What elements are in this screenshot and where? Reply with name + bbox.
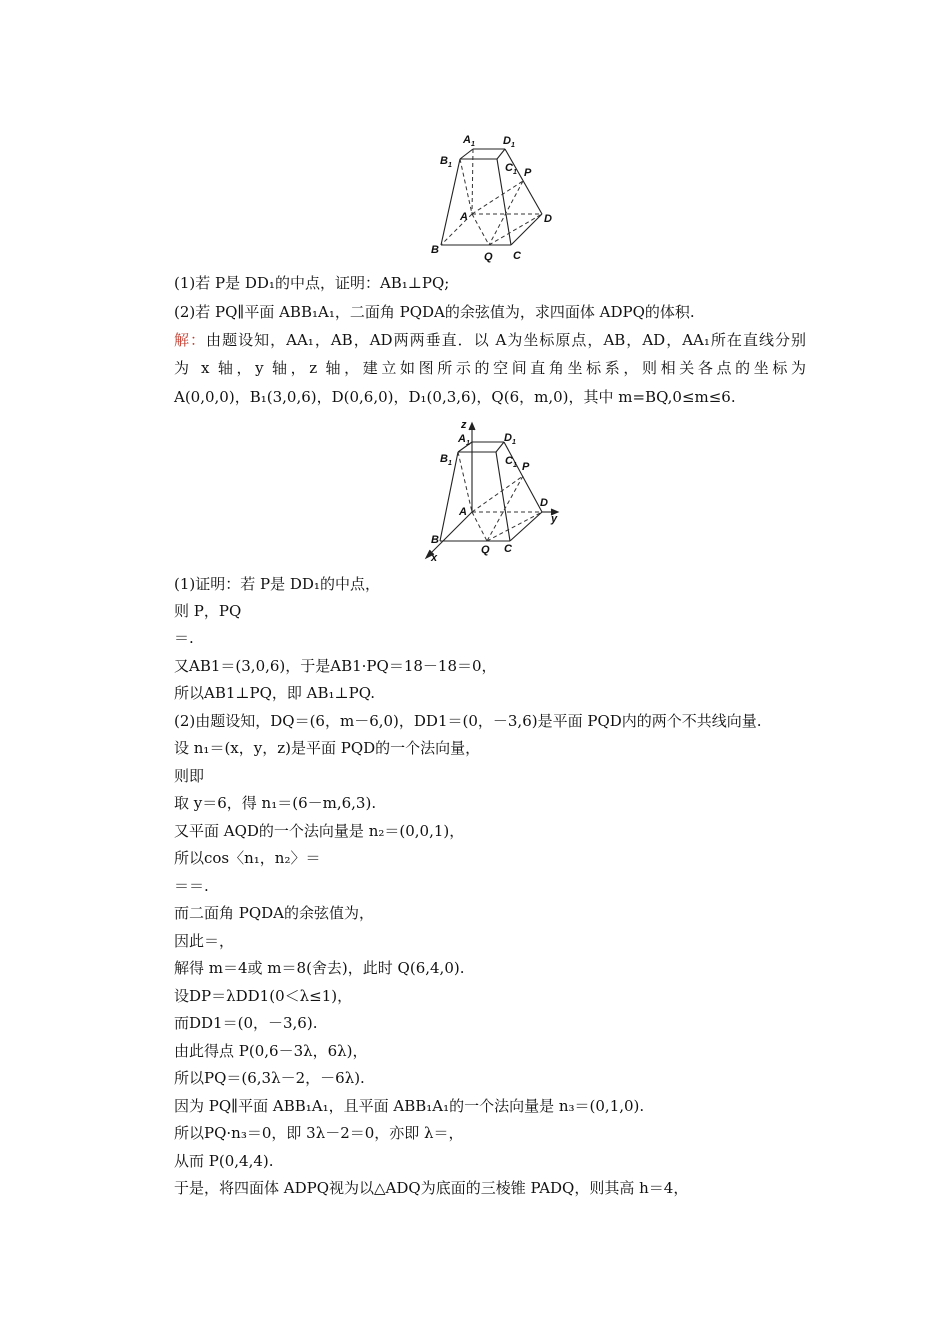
label-C: C xyxy=(513,250,521,262)
label-D: D xyxy=(544,213,552,225)
label2-C1: C xyxy=(505,455,513,467)
step-line: (1)证明：若 P是 DD₁的中点， xyxy=(174,575,380,593)
label-B1: B xyxy=(440,155,448,167)
step-line: 设DP＝λDD1(0＜λ≤1)， xyxy=(174,987,353,1005)
step-line: 所以PQ·n₃＝0，即 3λ－2＝0，亦即 λ＝， xyxy=(174,1124,464,1142)
svg-text:C1 xyxy=(505,162,517,176)
step-line: (2)由题设知，DQ＝(6，m－6,0)，DD1＝(0，－3,6)是平面 PQD内的两个不共线向量. xyxy=(174,712,762,730)
label-z-axis: z xyxy=(461,420,467,431)
label-Q: Q xyxy=(484,251,493,263)
step-line: 而DD1＝(0，－3,6). xyxy=(174,1014,318,1032)
step-line: 而二面角 PQDA的余弦值为， xyxy=(174,904,375,922)
step-line: 又平面 AQD的一个法向量是 n₂＝(0,0,1)， xyxy=(174,822,465,840)
step-line: ＝＝. xyxy=(174,877,209,895)
svg-text:D1 xyxy=(504,432,516,446)
step-line: ＝. xyxy=(174,629,194,647)
label2-B1-sub: 1 xyxy=(447,460,452,467)
label2-Q: Q xyxy=(481,544,490,556)
label2-C: C xyxy=(504,543,512,555)
svg-text:A1 xyxy=(462,134,475,148)
label-P: P xyxy=(524,167,532,179)
label-A: A xyxy=(460,211,468,223)
step-line: 解得 m＝4或 m＝8(舍去)，此时 Q(6,4,0). xyxy=(174,959,465,977)
solution-line-1 xyxy=(174,330,806,350)
label2-A1: A xyxy=(458,433,466,445)
label2-B: B xyxy=(431,534,439,546)
label-y-axis: y xyxy=(551,513,558,525)
label-x-axis: x xyxy=(431,552,438,564)
svg-text:D1 xyxy=(503,135,515,149)
label-A1: A xyxy=(463,134,471,146)
step-line: 则即 xyxy=(174,767,205,785)
label-A1-sub: 1 xyxy=(470,141,475,148)
step-line: 所以PQ＝(6,3λ－2，－6λ). xyxy=(174,1069,365,1087)
step-line: 又AB1＝(3,0,6)，于是AB1·PQ＝18－18＝0， xyxy=(174,657,497,675)
question-2: (2)若 PQ∥平面 ABB₁A₁，二面角 PQDA的余弦值为，求四面体 ADPQ的体积. xyxy=(174,303,695,321)
step-line: 所以cos〈n₁，n₂〉＝ xyxy=(174,849,321,867)
figure-coordinate-system xyxy=(420,420,570,565)
solution-line-2: 为 x 轴，y 轴，z 轴，建立如图所示的空间直角坐标系，则相关各点的坐标为 xyxy=(174,359,806,377)
figure-coordinate-system-svg xyxy=(420,420,570,565)
figure-frustum-svg xyxy=(425,128,560,268)
label2-D: D xyxy=(540,497,548,509)
step-line: 于是，将四面体 ADPQ视为以△ADQ为底面的三棱锥 PADQ，则其高 h＝4， xyxy=(174,1179,689,1197)
label2-B1: B xyxy=(440,453,448,465)
label2-A1-sub: 1 xyxy=(465,440,470,447)
label-B: B xyxy=(431,244,439,256)
step-line: 由此得点 P(0,6－3λ，6λ)， xyxy=(174,1042,368,1060)
step-line: 则 P，PQ xyxy=(174,602,242,620)
solution-label: 解： xyxy=(174,331,207,349)
svg-text:A1 xyxy=(457,433,470,447)
label-D1-sub: 1 xyxy=(510,142,515,149)
solution-line-3: A(0,0,0)，B₁(3,0,6)，D(0,6,0)，D₁(0,3,6)，Q(6，m,0)，其中 m=BQ,0≤m≤6. xyxy=(174,388,736,406)
solution-line-1-text: 由题设知，AA₁，AB，AD两两垂直．以 A为坐标原点，AB，AD，AA₁所在直线分别 xyxy=(206,331,806,349)
svg-text:B1 xyxy=(440,155,452,169)
svg-text:C1 xyxy=(505,455,517,469)
step-line: 所以AB1⊥PQ，即 AB₁⊥PQ. xyxy=(174,684,376,702)
label2-A: A xyxy=(459,506,467,518)
step-line: 因为 PQ∥平面 ABB₁A₁，且平面 ABB₁A₁的一个法向量是 n₃＝(0,1,0). xyxy=(174,1097,645,1115)
label-C1-sub: 1 xyxy=(512,169,517,176)
step-line: 取 y＝6，得 n₁＝(6－m,6,3). xyxy=(174,794,377,812)
svg-text:B1 xyxy=(440,453,452,467)
label2-D1-sub: 1 xyxy=(511,439,516,446)
label-C1: C xyxy=(505,162,513,174)
step-line: 因此＝， xyxy=(174,932,235,950)
question-1: (1)若 P是 DD₁的中点，证明：AB₁⊥PQ; xyxy=(174,274,450,292)
label2-D1: D xyxy=(504,432,512,444)
label-B1-sub: 1 xyxy=(447,162,452,169)
label2-C1-sub: 1 xyxy=(512,462,517,469)
label2-P: P xyxy=(522,461,530,473)
step-line: 从而 P(0,4,4). xyxy=(174,1152,274,1170)
figure-frustum xyxy=(425,128,560,268)
step-line: 设 n₁＝(x，y，z)是平面 PQD的一个法向量， xyxy=(174,739,481,757)
label-D1: D xyxy=(503,135,511,147)
